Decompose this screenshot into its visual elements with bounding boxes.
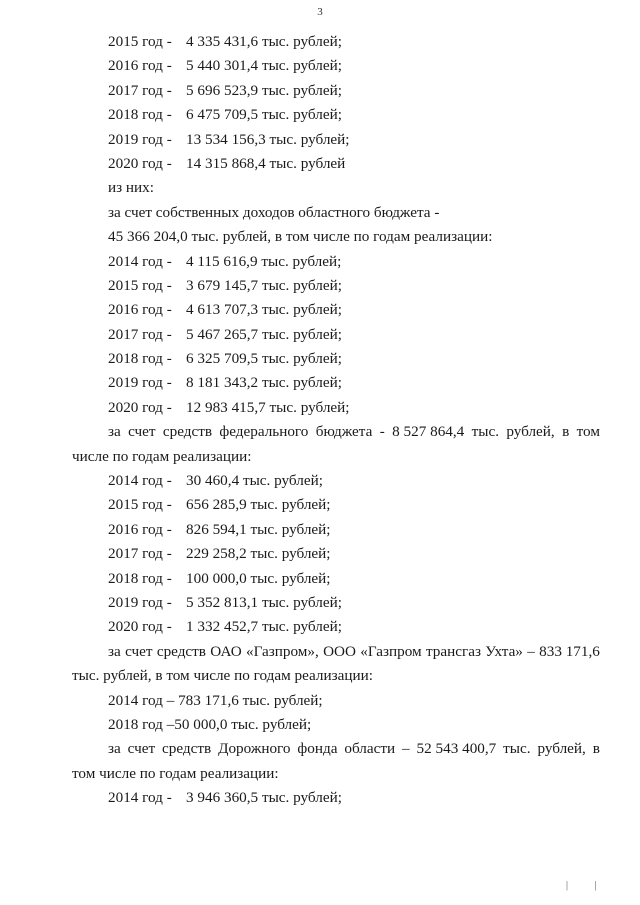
year-label: 2014 год - [108,789,172,807]
word: «Газпром [360,642,422,660]
word: - [379,423,385,441]
footer-marks: | | [566,880,609,891]
road-fund-heading [108,737,600,761]
regional-heading: за счет собственных доходов областного бюджета - [108,203,440,221]
word: ООО [323,642,356,660]
year-line [108,274,600,298]
regional-budget-section [108,201,600,421]
gazprom-heading-continued: тыс. рублей, в том числе по годам реализации: [72,667,373,685]
year-line [108,493,600,517]
word: 8 527 864,4 [392,423,465,441]
year-amount: 826 594,1 тыс. рублей; [186,520,331,538]
year-amount: 5 440 301,4 тыс. рублей; [186,57,342,75]
word: за [108,423,121,441]
year-label: 2018 год - [108,106,172,124]
word: тыс. [503,740,531,758]
document-body [72,30,600,811]
word: федерального [219,423,309,441]
federal-heading-continued: числе по годам реализации: [72,447,252,465]
year-label: 2019 год - [108,130,172,148]
year-line [108,103,600,127]
year-line [108,567,600,591]
word: средств [162,740,212,758]
word: средств [156,642,206,660]
year-line [108,30,600,54]
page-number: 3 [317,6,323,18]
year-amount: 12 983 415,7 тыс. рублей; [186,398,350,416]
word: рублей, [506,423,555,441]
intro-year-list [108,30,600,176]
year-label: 2016 год - [108,57,172,75]
year-line: 2018 год –50 000,0 тыс. рублей; [108,715,312,733]
year-line [108,250,600,274]
year-line [108,79,600,103]
year-line [108,128,600,152]
year-amount: 5 467 265,7 тыс. рублей; [186,325,342,343]
word: счет [125,642,153,660]
word: Ухта» [485,642,523,660]
year-amount: 229 258,2 тыс. рублей; [186,545,331,563]
year-amount: 5 352 813,1 тыс. рублей; [186,593,342,611]
word: рублей, [537,740,586,758]
year-amount: 656 285,9 тыс. рублей; [186,496,331,514]
year-label: 2017 год - [108,81,172,99]
year-line [108,396,600,420]
gazprom-section [72,640,600,738]
year-label: 2019 год - [108,374,172,392]
year-amount: 5 696 523,9 тыс. рублей; [186,81,342,99]
year-label: 2014 год - [108,472,172,490]
road-fund-section [72,737,600,810]
year-label: 2017 год - [108,325,172,343]
word: тыс. [471,423,499,441]
word: средств [162,423,213,441]
year-label: 2020 год - [108,154,172,172]
regional-total: 45 366 204,0 тыс. рублей, в том числе по годам реализации: [108,228,493,246]
year-amount: 4 335 431,6 тыс. рублей; [186,33,342,50]
year-line [108,323,600,347]
year-label: 2014 год - [108,252,172,270]
word: «Газпром», [246,642,319,660]
federal-heading [108,420,600,444]
year-label: 2020 год - [108,398,172,416]
year-line [108,54,600,78]
year-amount: 6 475 709,5 тыс. рублей; [186,106,342,124]
word: 52 543 400,7 [416,740,497,758]
gazprom-heading [108,640,600,664]
year-amount: 6 325 709,5 тыс. рублей; [186,350,342,368]
year-label: 2019 год - [108,593,172,611]
year-amount: 30 460,4 тыс. рублей; [186,472,323,490]
word: – [402,740,410,758]
word: трансгаз [425,642,481,660]
word: ОАО [210,642,242,660]
word: фонда [297,740,338,758]
year-amount: 3 946 360,5 тыс. рублей; [186,789,342,807]
year-line [108,518,600,542]
year-line: 2014 год – 783 171,6 тыс. рублей; [108,691,323,709]
word: в [592,740,600,758]
year-label: 2015 год - [108,276,172,294]
year-label: 2015 год - [108,33,172,50]
year-line [108,615,600,639]
year-amount: 4 115 616,9 тыс. рублей; [186,252,342,270]
year-amount: 3 679 145,7 тыс. рублей; [186,276,342,294]
word: Дорожного [218,740,291,758]
road-fund-heading-continued: том числе по годам реализации: [72,764,279,782]
year-line [108,298,600,322]
year-label: 2015 год - [108,496,172,514]
year-amount: 4 613 707,3 тыс. рублей; [186,301,342,319]
year-amount: 100 000,0 тыс. рублей; [186,569,331,587]
year-line [108,371,600,395]
of-them-label: из них: [108,179,154,197]
year-label: 2018 год - [108,350,172,368]
word: – [527,642,535,660]
year-line [108,786,600,810]
year-line [108,591,600,615]
word: счет [128,423,156,441]
year-line [108,542,600,566]
word: счет [127,740,156,758]
year-line [108,469,600,493]
word: за [108,642,121,660]
year-line [108,152,600,176]
year-line [108,347,600,371]
year-label: 2020 год - [108,618,172,636]
word: в [562,423,570,441]
year-label: 2018 год - [108,569,172,587]
year-label: 2016 год - [108,520,172,538]
word: 833 171,6 [539,642,600,660]
year-amount: 13 534 156,3 тыс. рублей; [186,130,350,148]
federal-budget-section [72,420,600,640]
word: том [576,423,600,441]
word: области [344,740,396,758]
year-amount: 14 315 868,4 тыс. рублей [186,154,346,172]
word: бюджета [315,423,373,441]
year-amount: 1 332 452,7 тыс. рублей; [186,618,342,636]
year-label: 2016 год - [108,301,172,319]
year-amount: 8 181 343,2 тыс. рублей; [186,374,342,392]
year-label: 2017 год - [108,545,172,563]
word: за [108,740,121,758]
